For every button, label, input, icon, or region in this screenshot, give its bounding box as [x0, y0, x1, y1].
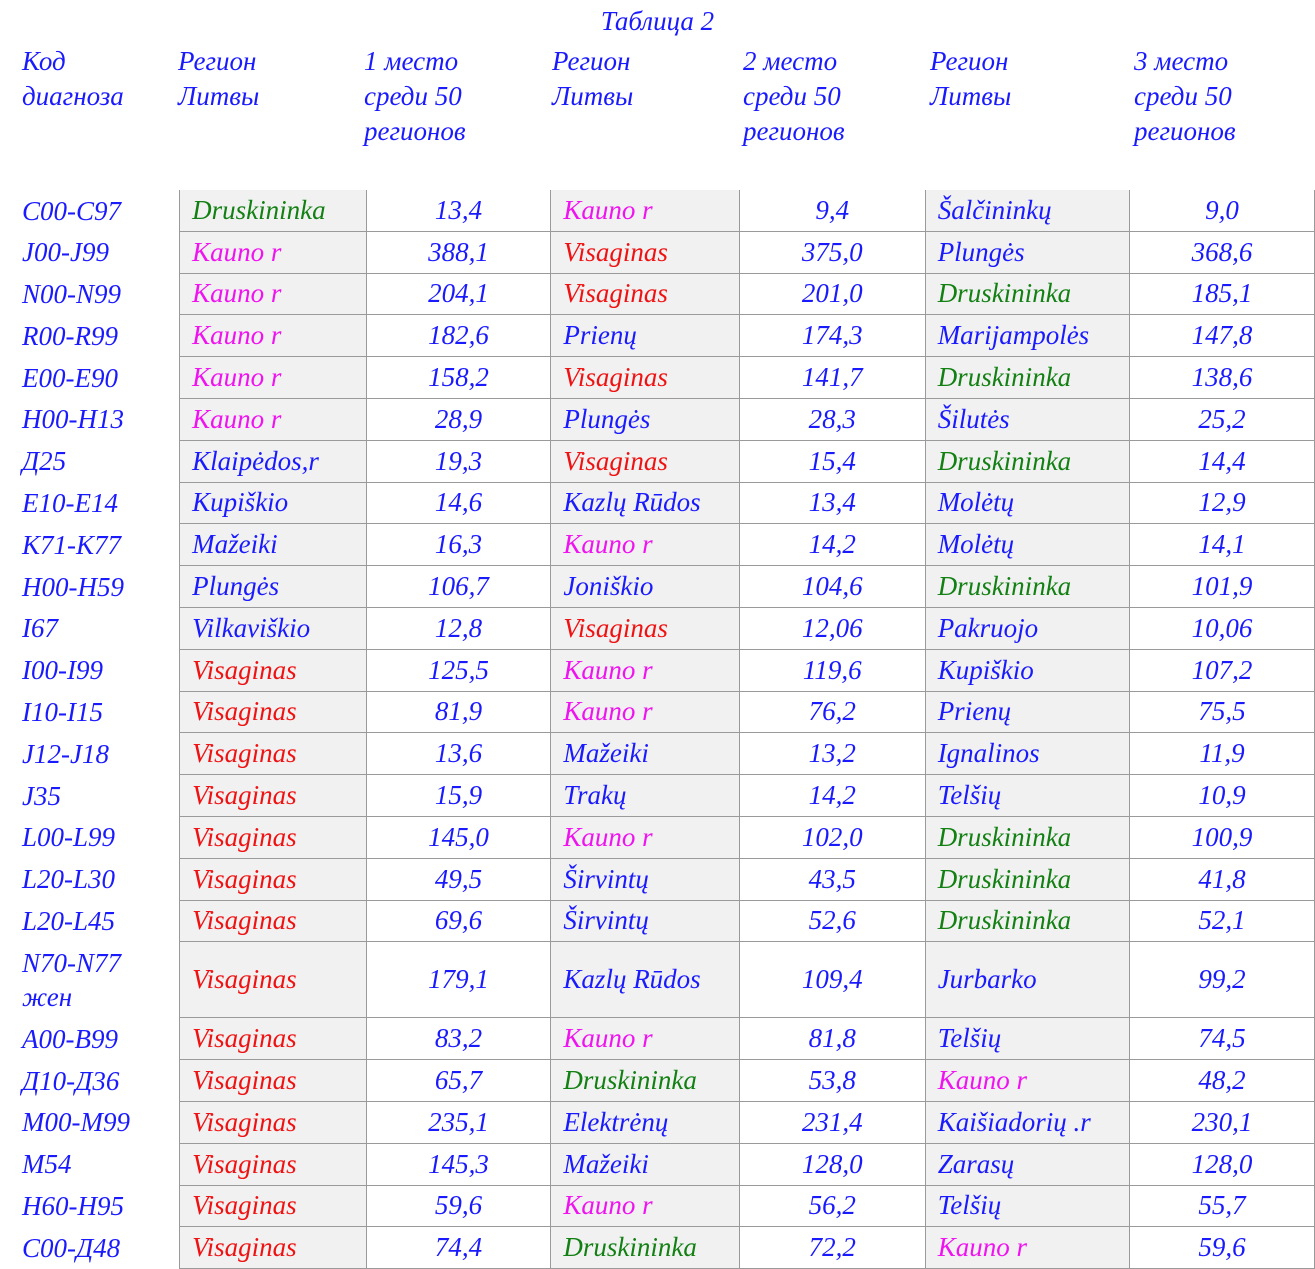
region-1: Visaginas: [180, 691, 366, 733]
header-code: Код диагноза: [22, 46, 124, 111]
place-2-value: 141,7: [739, 357, 925, 399]
diagnosis-code: [6, 607, 180, 649]
place-2-value: 15,4: [739, 440, 925, 482]
table-row: [6, 691, 1315, 733]
place-3-value: 107,2: [1130, 649, 1315, 691]
region-1: Visaginas: [180, 1060, 366, 1102]
diagnosis-code-line: J35: [22, 780, 61, 811]
region-2: Kauno r: [551, 190, 739, 231]
place-2-value: 28,3: [739, 398, 925, 440]
diagnosis-code-line: M00-M99: [22, 1107, 130, 1138]
table-row: [6, 900, 1315, 942]
diagnosis-code: [6, 357, 180, 399]
region-3: Marijampolės: [925, 315, 1129, 357]
place-2-value: 104,6: [739, 566, 925, 608]
diagnosis-code-line: H60-H95: [22, 1190, 124, 1221]
place-1-value: 179,1: [366, 942, 551, 1018]
place-3-value: 12,9: [1130, 482, 1315, 524]
region-3: Kauno r: [925, 1227, 1129, 1269]
region-2: Kauno r: [551, 816, 739, 858]
table-row: [6, 942, 1315, 1018]
table-row: [6, 524, 1315, 566]
region-1: Visaginas: [180, 858, 366, 900]
ranking-table-body: [6, 190, 1315, 1269]
region-1: Mažeiki: [180, 524, 366, 566]
place-2-value: 14,2: [739, 524, 925, 566]
diagnosis-code: [6, 190, 180, 231]
diagnosis-code: [6, 1018, 180, 1060]
region-2: Mažeiki: [551, 1143, 739, 1185]
table-row: [6, 357, 1315, 399]
region-1: Visaginas: [180, 942, 366, 1018]
region-2: Kauno r: [551, 691, 739, 733]
table-row: [6, 190, 1315, 231]
diagnosis-code-line: N70-N77: [22, 947, 122, 978]
region-3: Telšių: [925, 1018, 1129, 1060]
place-2-value: 375,0: [739, 231, 925, 273]
region-3: Šalčininkų: [925, 190, 1129, 231]
place-1-value: 28,9: [366, 398, 551, 440]
diagnosis-code-line: I10-I15: [22, 696, 103, 727]
table-row: [6, 440, 1315, 482]
region-1: Kauno r: [180, 273, 366, 315]
diagnosis-code: [6, 775, 180, 817]
diagnosis-code: [6, 858, 180, 900]
diagnosis-code-line: J12-J18: [22, 738, 109, 769]
diagnosis-code-line: Д10-Д36: [22, 1065, 120, 1096]
header-region-2: Регион Литвы: [552, 46, 634, 111]
region-2: Druskininka: [551, 1060, 739, 1102]
place-3-value: 100,9: [1130, 816, 1315, 858]
region-2: Visaginas: [551, 231, 739, 273]
region-2: Kauno r: [551, 1185, 739, 1227]
region-1: Visaginas: [180, 649, 366, 691]
region-1: Kauno r: [180, 357, 366, 399]
table-row: [6, 816, 1315, 858]
region-3: Druskininka: [925, 816, 1129, 858]
region-2: Joniškio: [551, 566, 739, 608]
place-1-value: 14,6: [366, 482, 551, 524]
region-3: Jurbarko: [925, 942, 1129, 1018]
region-3: Zarasų: [925, 1143, 1129, 1185]
region-1: Visaginas: [180, 1185, 366, 1227]
region-3: Telšių: [925, 1185, 1129, 1227]
region-2: Kauno r: [551, 1018, 739, 1060]
region-1: Vilkaviškio: [180, 607, 366, 649]
diagnosis-code-line: жен: [22, 981, 73, 1012]
region-1: Kauno r: [180, 231, 366, 273]
ranking-table: [6, 190, 1315, 1269]
place-3-value: 59,6: [1130, 1227, 1315, 1269]
region-3: Šilutės: [925, 398, 1129, 440]
table-row: [6, 398, 1315, 440]
place-3-value: 147,8: [1130, 315, 1315, 357]
place-2-value: 9,4: [739, 190, 925, 231]
place-1-value: 59,6: [366, 1185, 551, 1227]
place-3-value: 25,2: [1130, 398, 1315, 440]
region-1: Klaipėdos,r: [180, 440, 366, 482]
place-3-value: 55,7: [1130, 1185, 1315, 1227]
region-3: Kaišiadorių .r: [925, 1101, 1129, 1143]
place-3-value: 10,06: [1130, 607, 1315, 649]
diagnosis-code-line: L20-L45: [22, 905, 116, 936]
place-2-value: 174,3: [739, 315, 925, 357]
header-place-2: 2 место среди 50 регионов: [743, 46, 845, 146]
diagnosis-code: [6, 1143, 180, 1185]
diagnosis-code: [6, 900, 180, 942]
diagnosis-code: [6, 1060, 180, 1102]
region-1: Visaginas: [180, 775, 366, 817]
place-1-value: 145,3: [366, 1143, 551, 1185]
place-1-value: 106,7: [366, 566, 551, 608]
region-2: Elektrėnų: [551, 1101, 739, 1143]
region-2: Širvintų: [551, 900, 739, 942]
header-region-3: Регион Литвы: [930, 46, 1012, 111]
diagnosis-code: [6, 398, 180, 440]
place-3-value: 9,0: [1130, 190, 1315, 231]
place-1-value: 145,0: [366, 816, 551, 858]
place-3-value: 14,4: [1130, 440, 1315, 482]
diagnosis-code: [6, 524, 180, 566]
region-3: Pakruojo: [925, 607, 1129, 649]
region-3: Molėtų: [925, 482, 1129, 524]
region-3: Druskininka: [925, 440, 1129, 482]
diagnosis-code-line: E00-E90: [22, 362, 118, 393]
diagnosis-code-line: L00-L99: [22, 822, 116, 853]
place-2-value: 201,0: [739, 273, 925, 315]
place-1-value: 125,5: [366, 649, 551, 691]
region-3: Druskininka: [925, 273, 1129, 315]
place-3-value: 128,0: [1130, 1143, 1315, 1185]
diagnosis-code: [6, 273, 180, 315]
place-2-value: 102,0: [739, 816, 925, 858]
region-3: Druskininka: [925, 900, 1129, 942]
place-2-value: 14,2: [739, 775, 925, 817]
place-2-value: 13,4: [739, 482, 925, 524]
header-place-1: 1 место среди 50 регионов: [364, 46, 466, 146]
place-2-value: 43,5: [739, 858, 925, 900]
diagnosis-code-line: Д25: [22, 446, 67, 477]
region-2: Visaginas: [551, 607, 739, 649]
diagnosis-code: [6, 649, 180, 691]
place-1-value: 81,9: [366, 691, 551, 733]
diagnosis-code-line: I00-I99: [22, 655, 103, 686]
diagnosis-code-line: M54: [22, 1149, 72, 1180]
place-1-value: 235,1: [366, 1101, 551, 1143]
place-2-value: 13,2: [739, 733, 925, 775]
diagnosis-code: [6, 315, 180, 357]
diagnosis-code: [6, 566, 180, 608]
region-1: Visaginas: [180, 1143, 366, 1185]
diagnosis-code: [6, 1185, 180, 1227]
diagnosis-code: [6, 691, 180, 733]
diagnosis-code-line: J00-J99: [22, 237, 109, 268]
diagnosis-code: [6, 733, 180, 775]
place-3-value: 138,6: [1130, 357, 1315, 399]
place-3-value: 14,1: [1130, 524, 1315, 566]
place-2-value: 52,6: [739, 900, 925, 942]
region-2: Mažeiki: [551, 733, 739, 775]
place-1-value: 15,9: [366, 775, 551, 817]
region-3: Druskininka: [925, 566, 1129, 608]
place-1-value: 83,2: [366, 1018, 551, 1060]
region-3: Prienų: [925, 691, 1129, 733]
place-1-value: 13,6: [366, 733, 551, 775]
region-2: Širvintų: [551, 858, 739, 900]
region-2: Druskininka: [551, 1227, 739, 1269]
place-2-value: 128,0: [739, 1143, 925, 1185]
diagnosis-code-line: K71-K77: [22, 529, 122, 560]
place-1-value: 16,3: [366, 524, 551, 566]
place-2-value: 12,06: [739, 607, 925, 649]
table-row: [6, 1101, 1315, 1143]
diagnosis-code-line: R00-R99: [22, 320, 118, 351]
region-3: Ignalinos: [925, 733, 1129, 775]
place-3-value: 185,1: [1130, 273, 1315, 315]
place-3-value: 10,9: [1130, 775, 1315, 817]
region-2: Visaginas: [551, 440, 739, 482]
diagnosis-code: [6, 482, 180, 524]
table-row: [6, 607, 1315, 649]
region-1: Visaginas: [180, 900, 366, 942]
diagnosis-code-line: A00-B99: [22, 1023, 118, 1054]
header-place-3: 3 место среди 50 регионов: [1134, 46, 1236, 146]
diagnosis-code: [6, 1101, 180, 1143]
diagnosis-code: [6, 816, 180, 858]
region-1: Visaginas: [180, 816, 366, 858]
region-1: Visaginas: [180, 1018, 366, 1060]
region-3: Telšių: [925, 775, 1129, 817]
region-2: Visaginas: [551, 357, 739, 399]
table-row: [6, 231, 1315, 273]
place-3-value: 41,8: [1130, 858, 1315, 900]
diagnosis-code-line: H00-H13: [22, 404, 124, 435]
region-2: Kauno r: [551, 524, 739, 566]
region-1: Kupiškio: [180, 482, 366, 524]
region-3: Kupiškio: [925, 649, 1129, 691]
table-row: [6, 858, 1315, 900]
diagnosis-code-line: C00-C97: [22, 195, 122, 226]
region-2: Kauno r: [551, 649, 739, 691]
place-2-value: 81,8: [739, 1018, 925, 1060]
diagnosis-code-line: E10-E14: [22, 487, 118, 518]
place-1-value: 65,7: [366, 1060, 551, 1102]
table-row: [6, 1018, 1315, 1060]
table-row: [6, 1227, 1315, 1269]
region-2: Visaginas: [551, 273, 739, 315]
region-3: Druskininka: [925, 357, 1129, 399]
region-2: Kazlų Rūdos: [551, 942, 739, 1018]
table-row: [6, 775, 1315, 817]
place-3-value: 74,5: [1130, 1018, 1315, 1060]
place-1-value: 12,8: [366, 607, 551, 649]
table-row: [6, 482, 1315, 524]
place-3-value: 48,2: [1130, 1060, 1315, 1102]
place-1-value: 49,5: [366, 858, 551, 900]
diagnosis-code-line: N00-N99: [22, 278, 122, 309]
place-3-value: 368,6: [1130, 231, 1315, 273]
region-3: Druskininka: [925, 858, 1129, 900]
place-2-value: 119,6: [739, 649, 925, 691]
place-2-value: 56,2: [739, 1185, 925, 1227]
region-1: Kauno r: [180, 398, 366, 440]
diagnosis-code-line: L20-L30: [22, 864, 116, 895]
diagnosis-code: [6, 1227, 180, 1269]
header-region-1: Регион Литвы: [178, 46, 260, 111]
place-3-value: 52,1: [1130, 900, 1315, 942]
region-2: Trakų: [551, 775, 739, 817]
place-2-value: 53,8: [739, 1060, 925, 1102]
region-1: Visaginas: [180, 1227, 366, 1269]
table-row: [6, 1185, 1315, 1227]
table-row: [6, 733, 1315, 775]
region-2: Prienų: [551, 315, 739, 357]
diagnosis-code-line: C00-Д48: [22, 1232, 121, 1263]
place-1-value: 13,4: [366, 190, 551, 231]
table-row: [6, 315, 1315, 357]
place-3-value: 11,9: [1130, 733, 1315, 775]
diagnosis-code: [6, 231, 180, 273]
region-3: Molėtų: [925, 524, 1129, 566]
region-2: Plungės: [551, 398, 739, 440]
table-row: [6, 649, 1315, 691]
place-1-value: 388,1: [366, 231, 551, 273]
place-3-value: 230,1: [1130, 1101, 1315, 1143]
table-row: [6, 566, 1315, 608]
place-1-value: 19,3: [366, 440, 551, 482]
diagnosis-code-line: I67: [22, 613, 58, 644]
place-2-value: 72,2: [739, 1227, 925, 1269]
place-1-value: 158,2: [366, 357, 551, 399]
place-1-value: 69,6: [366, 900, 551, 942]
table-title: Таблица 2: [600, 6, 715, 36]
place-3-value: 99,2: [1130, 942, 1315, 1018]
diagnosis-code-line: H00-H59: [22, 571, 124, 602]
table-row: [6, 1060, 1315, 1102]
place-1-value: 204,1: [366, 273, 551, 315]
region-1: Druskininka: [180, 190, 366, 231]
diagnosis-code: [6, 440, 180, 482]
place-2-value: 109,4: [739, 942, 925, 1018]
place-1-value: 182,6: [366, 315, 551, 357]
place-3-value: 75,5: [1130, 691, 1315, 733]
place-3-value: 101,9: [1130, 566, 1315, 608]
region-2: Kazlų Rūdos: [551, 482, 739, 524]
table-row: [6, 273, 1315, 315]
table-row: [6, 1143, 1315, 1185]
region-1: Visaginas: [180, 733, 366, 775]
region-3: Kauno r: [925, 1060, 1129, 1102]
region-1: Plungės: [180, 566, 366, 608]
place-2-value: 76,2: [739, 691, 925, 733]
region-1: Kauno r: [180, 315, 366, 357]
place-1-value: 74,4: [366, 1227, 551, 1269]
diagnosis-code: [6, 942, 180, 1018]
region-3: Plungės: [925, 231, 1129, 273]
place-2-value: 231,4: [739, 1101, 925, 1143]
region-1: Visaginas: [180, 1101, 366, 1143]
